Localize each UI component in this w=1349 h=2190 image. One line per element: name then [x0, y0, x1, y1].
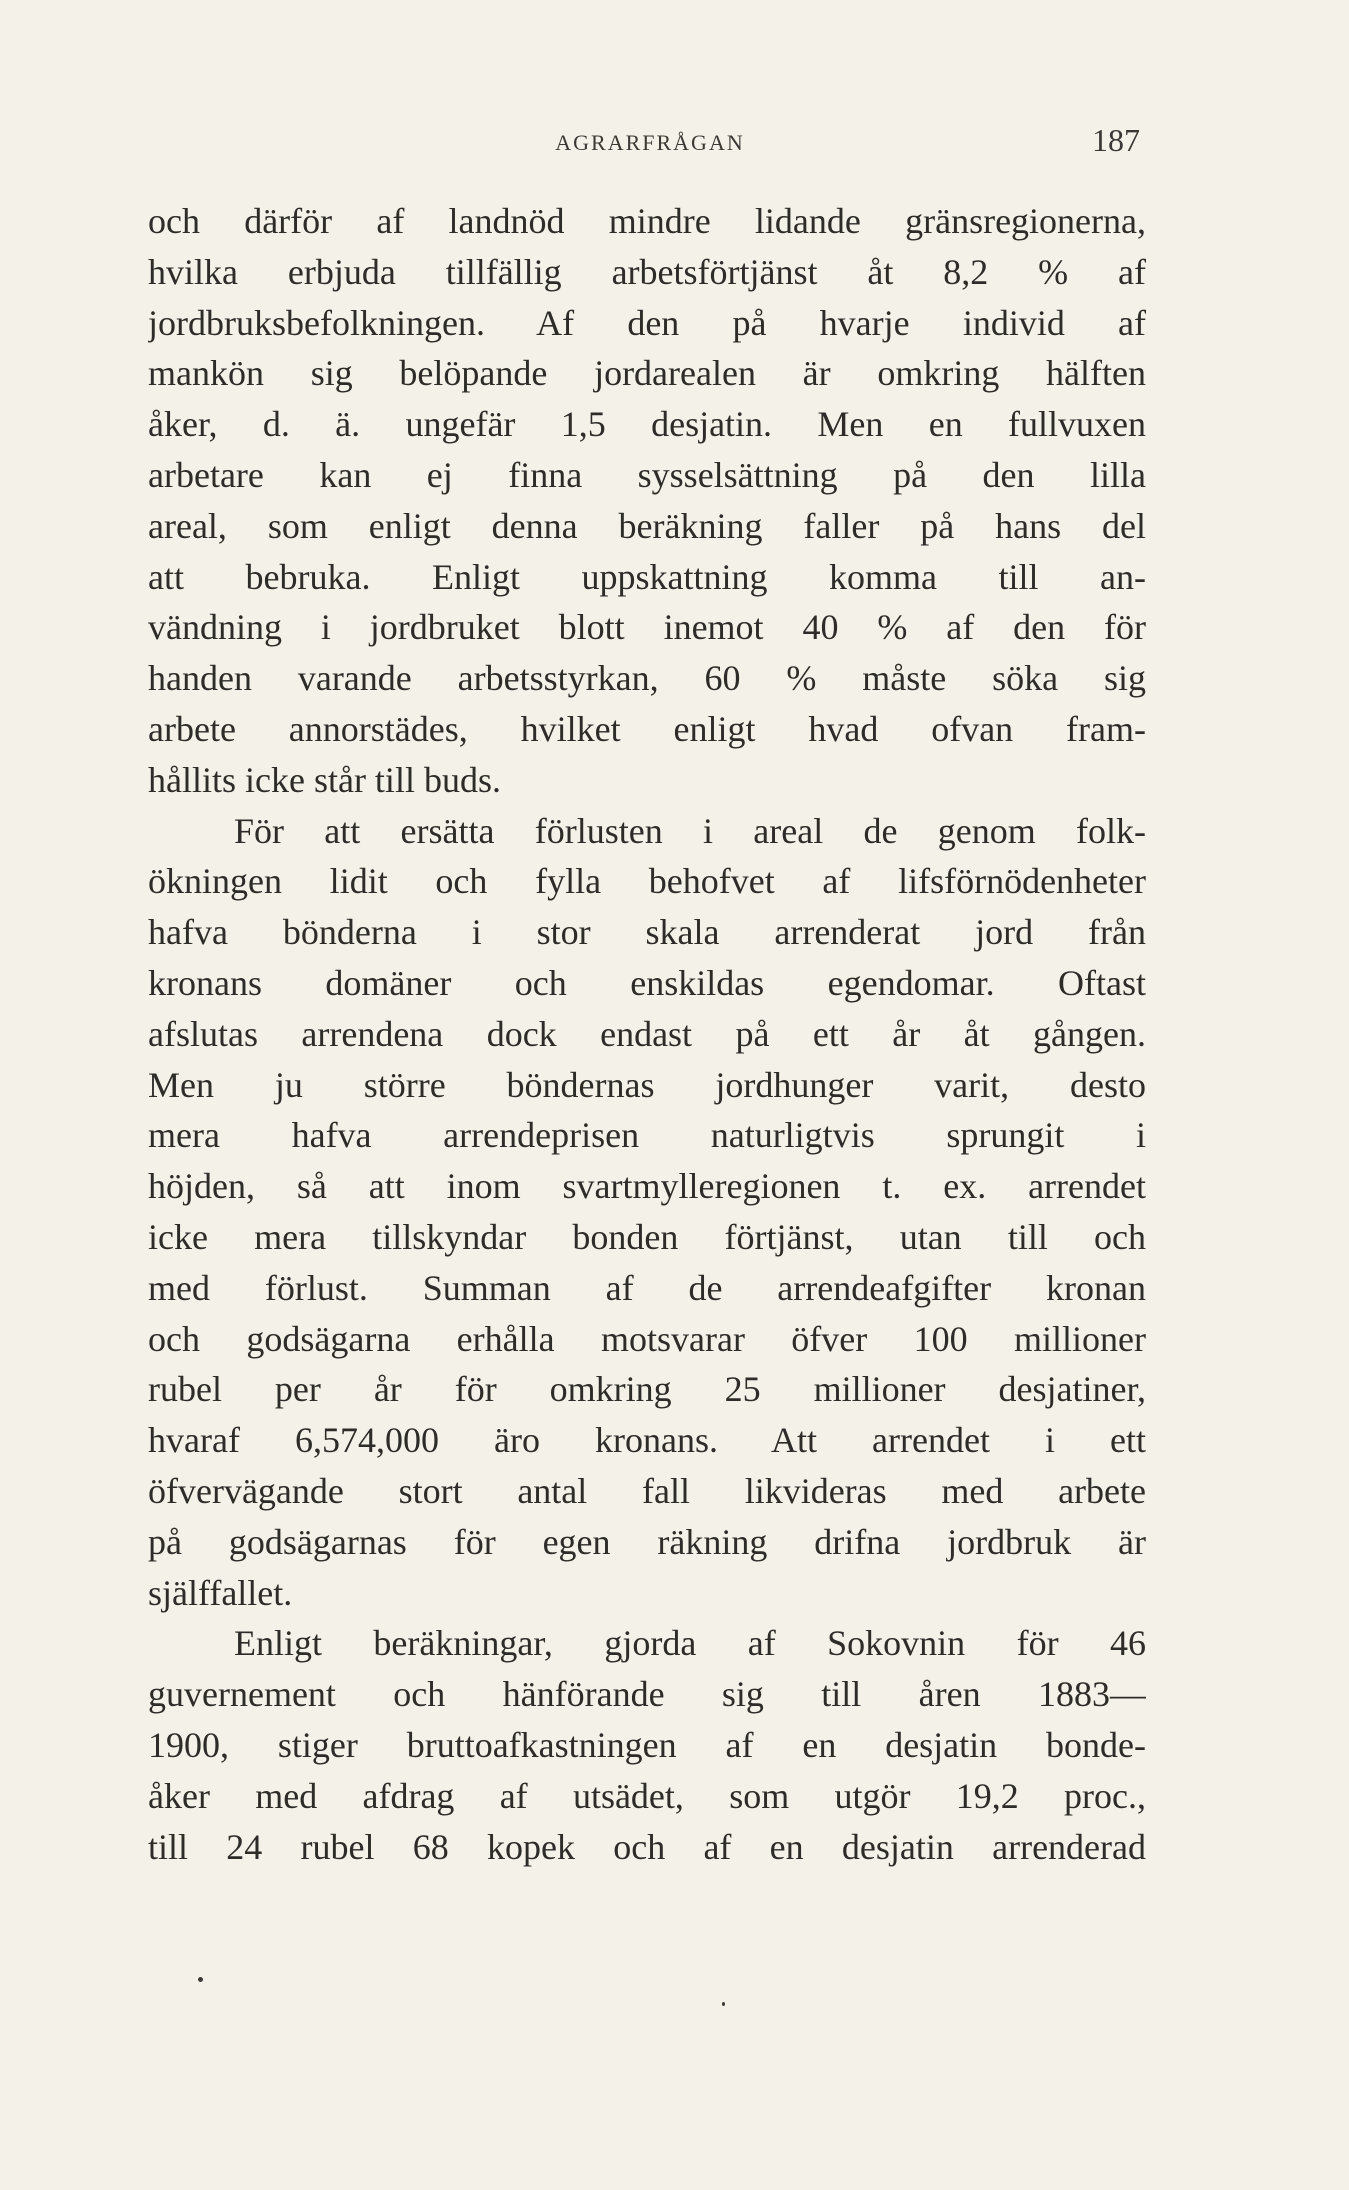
text-line: handen varande arbetsstyrkan, 60 % måste söka sig	[148, 658, 1146, 699]
ink-speck	[722, 2002, 725, 2006]
paragraph-end-line: själffallet.	[148, 1572, 293, 1613]
running-title: AGRARFRÅGAN	[555, 130, 745, 155]
text-line: hafva bönderna i stor skala arrenderat jord från	[148, 912, 1146, 953]
text-line: kronans domäner och enskildas egendomar. Oftast	[148, 962, 1146, 1003]
text-line: icke mera tillskyndar bonden förtjänst, utan till och	[148, 1216, 1146, 1257]
text-line: arbetare kan ej finna sysselsättning på den lilla	[148, 454, 1146, 495]
text-line: till 24 rubel 68 kopek och af en desjatin arrenderad	[148, 1826, 1146, 1867]
text-line: och därför af landnöd mindre lidande gränsregionerna,	[148, 201, 1146, 241]
text-line: afslutas arrendena dock endast på ett år åt gången.	[148, 1013, 1146, 1054]
text-line: åker med afdrag af utsädet, som utgör 19,2 proc.,	[148, 1775, 1146, 1816]
text-line: arbete annorstädes, hvilket enligt hvad ofvan fram-	[148, 708, 1146, 749]
text-line: åker, d. ä. ungefär 1,5 desjatin. Men en fullvuxen	[148, 404, 1146, 445]
running-head	[150, 122, 1150, 162]
paragraph-end-line: hållits icke står till buds.	[148, 759, 501, 800]
text-line: öfvervägande stort antal fall likvideras med arbete	[148, 1470, 1146, 1511]
text-line: mera hafva arrendeprisen naturligtvis sprungit i	[148, 1115, 1146, 1156]
paragraph-start-line: Enligt beräkningar, gjorda af Sokovnin för 46	[234, 1623, 1146, 1664]
text-line: hvaraf 6,574,000 äro kronans. Att arrendet i ett	[148, 1420, 1146, 1461]
page-number: 187	[1092, 122, 1140, 158]
text-line: guvernement och hänförande sig till åren 1883—	[148, 1674, 1146, 1715]
ink-speck	[198, 1977, 203, 1982]
body-text	[148, 196, 1146, 1872]
text-line: höjden, så att inom svartmylleregionen t. ex. arrendet	[148, 1166, 1146, 1207]
text-line: mankön sig belöpande jordarealen är omkring hälften	[148, 353, 1146, 394]
text-line: hvilka erbjuda tillfällig arbetsförtjänst åt 8,2 % af	[148, 251, 1146, 292]
text-line: ökningen lidit och fylla behofvet af lifsförnödenheter	[148, 861, 1146, 902]
text-line: med förlust. Summan af de arrendeafgifter kronan	[148, 1267, 1146, 1308]
paragraph-start-line: För att ersätta förlusten i areal de genom folk-	[234, 810, 1146, 851]
text-line: 1900, stiger bruttoafkastningen af en desjatin bonde-	[148, 1724, 1146, 1765]
text-line: jordbruksbefolkningen. Af den på hvarje individ af	[148, 302, 1146, 343]
text-line: och godsägarna erhålla motsvarar öfver 100 millioner	[148, 1318, 1146, 1359]
text-line: att bebruka. Enligt uppskattning komma till an-	[148, 556, 1146, 597]
text-line: areal, som enligt denna beräkning faller på hans del	[148, 505, 1146, 546]
text-line: vändning i jordbruket blott inemot 40 % af den för	[148, 607, 1146, 648]
text-line: på godsägarnas för egen räkning drifna jordbruk är	[148, 1521, 1146, 1562]
text-line: rubel per år för omkring 25 millioner desjatiner,	[148, 1369, 1146, 1410]
text-line: Men ju större böndernas jordhunger varit, desto	[148, 1064, 1146, 1105]
